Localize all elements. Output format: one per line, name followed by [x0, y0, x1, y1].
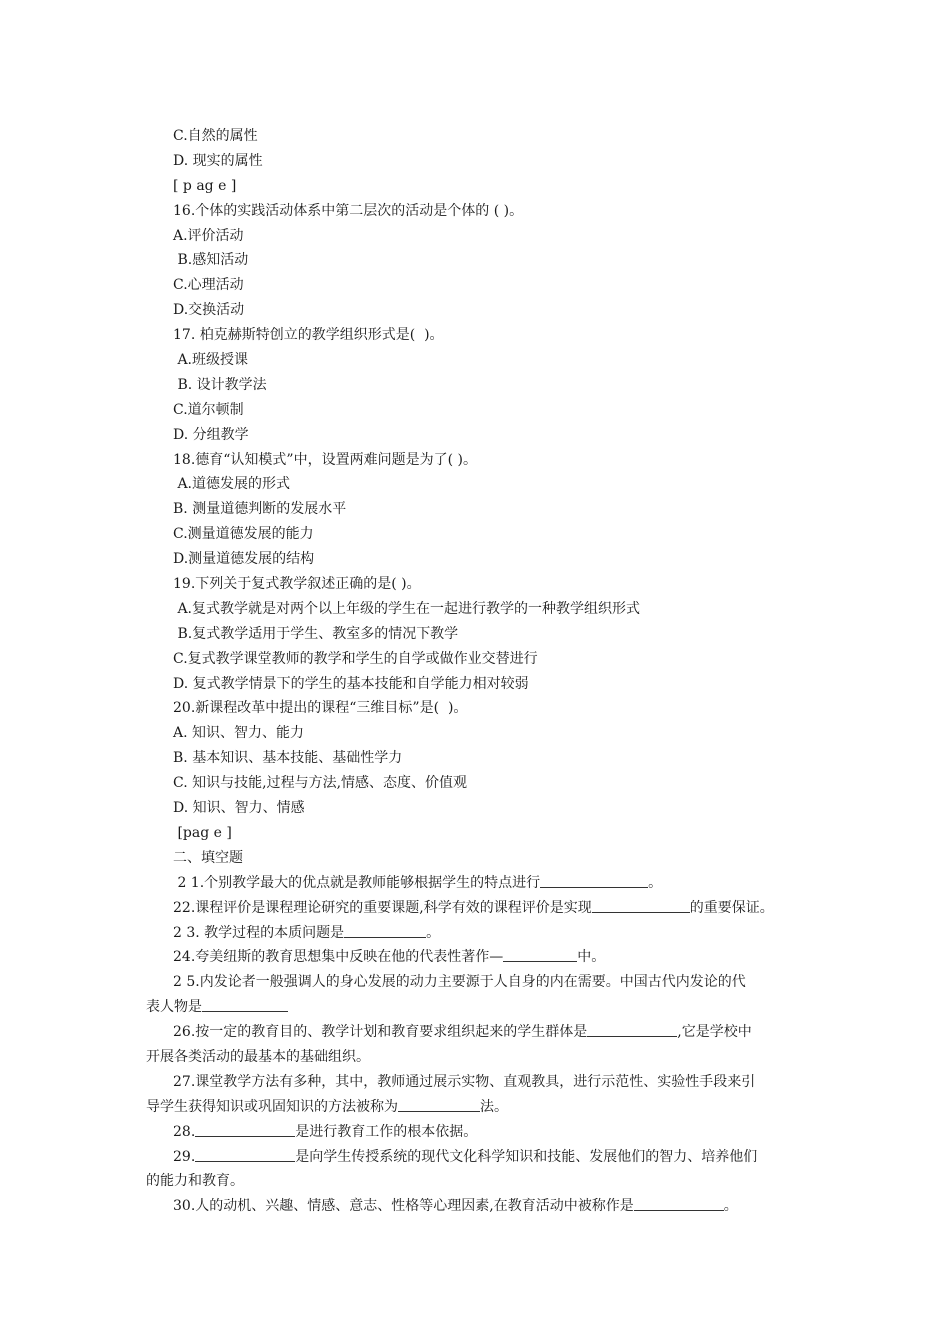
text-line — [146, 572, 826, 597]
line-text: A.班级授课 — [173, 352, 249, 369]
text-line — [146, 1070, 826, 1095]
line-text-after-blank: ,它是学校中 — [677, 1024, 752, 1041]
line-text: C.自然的属性 — [173, 128, 258, 144]
line-text: 18.德育“认知模式”中，设置两难问题是为了( )。 — [173, 451, 477, 468]
line-text: 20.新课程改革中提出的课程“三维目标”是( )。 — [173, 700, 468, 717]
line-text: 表人物是 — [146, 999, 202, 1016]
line-text: 22.课程评价是课程理论研究的重要课题,科学有效的课程评价是实现 — [173, 899, 592, 916]
text-line — [146, 124, 826, 149]
line-text: [ p ag e ] — [173, 177, 237, 194]
line-text: A. 知识、智力、能力 — [173, 725, 305, 742]
line-text: 26.按一定的教育目的、教学计划和教育要求组织起来的学生群体是 — [173, 1024, 588, 1041]
line-text: 二、填空题 — [173, 849, 243, 866]
text-line — [146, 398, 826, 423]
text-line — [146, 647, 826, 672]
text-line — [146, 448, 826, 473]
fill-in-blank — [592, 897, 690, 913]
text-line — [146, 348, 826, 373]
text-line — [146, 771, 826, 796]
line-text: B. 基本知识、基本技能、基础性学力 — [173, 750, 403, 767]
fill-in-blank — [195, 1121, 295, 1137]
fill-in-blank — [195, 1146, 295, 1162]
line-text: 2 1.个别教学最大的优点就是教师能够根据学生的特点进行 — [173, 874, 541, 891]
line-text: B. 设计教学法 — [173, 376, 267, 393]
text-line — [146, 796, 826, 821]
line-text: 2 3. 教学过程的本质问题是 — [173, 924, 345, 941]
text-line — [146, 1020, 826, 1045]
line-text: D.测量道德发展的结构 — [173, 551, 315, 568]
fill-in-blank — [634, 1195, 724, 1211]
text-line — [146, 696, 826, 721]
line-text: C.道尔顿制 — [173, 401, 244, 418]
text-line — [146, 547, 826, 572]
line-text-after-blank: 。 — [723, 1198, 738, 1215]
text-line — [146, 995, 826, 1020]
line-text: 2 5.内发论者一般强调人的身心发展的动力主要源于人自身的内在需要。中国古代内发论的代 — [173, 974, 746, 991]
text-line — [146, 597, 826, 622]
line-text-after-blank: 中。 — [577, 949, 606, 966]
text-line — [146, 497, 826, 522]
line-text: A.评价活动 — [173, 227, 244, 244]
line-text: 29. — [173, 1148, 196, 1165]
line-text: 16.个体的实践活动体系中第二层次的活动是个体的 ( )。 — [173, 202, 524, 219]
text-line — [146, 423, 826, 448]
text-line — [146, 1045, 826, 1070]
text-line — [146, 672, 826, 697]
line-text: 导学生获得知识或巩固知识的方法被称为 — [146, 1098, 398, 1115]
text-line — [146, 199, 826, 224]
text-line — [146, 472, 826, 497]
fill-in-blank — [587, 1021, 677, 1037]
text-line — [146, 1120, 826, 1145]
text-line — [146, 174, 826, 199]
text-line — [146, 1169, 826, 1194]
line-text: A.道德发展的形式 — [173, 476, 291, 493]
line-text-after-blank: 。 — [426, 924, 441, 941]
line-text: D. 知识、智力、情感 — [173, 800, 305, 817]
line-text: D. 现实的属性 — [173, 152, 263, 169]
line-text: B.复式教学适用于学生、教室多的情况下教学 — [173, 625, 459, 642]
line-text: B. 测量道德判断的发展水平 — [173, 501, 347, 518]
line-text-after-blank: 法。 — [480, 1098, 508, 1115]
line-text-after-blank: 是向学生传授系统的现代文化科学知识和技能、发展他们的智力、培养他们 — [295, 1148, 758, 1165]
text-line — [146, 323, 826, 348]
line-text: 19.下列关于复式教学叙述正确的是( )。 — [173, 576, 421, 593]
text-line — [146, 224, 826, 249]
text-line — [146, 373, 826, 398]
text-line — [146, 248, 826, 273]
fill-in-blank — [503, 946, 577, 962]
text-line — [146, 970, 826, 995]
line-text-after-blank: 。 — [648, 874, 663, 891]
text-line — [146, 945, 826, 970]
line-text-after-blank: 的重要保证。 — [689, 899, 774, 916]
line-text: C.复式教学课堂教师的教学和学生的自学或做作业交替进行 — [173, 650, 538, 667]
text-line — [146, 1194, 826, 1219]
fill-in-blank — [202, 996, 288, 1012]
line-text: 17. 柏克赫斯特创立的教学组织形式是( )。 — [173, 327, 444, 344]
text-line — [146, 522, 826, 547]
line-text: C. 知识与技能,过程与方法,情感、态度、价值观 — [173, 775, 468, 792]
line-text: [pag e ] — [173, 824, 232, 841]
question-list — [146, 124, 826, 1219]
line-text: 24.夸美纽斯的教育思想集中反映在他的代表性著作— — [173, 949, 504, 966]
text-line — [146, 721, 826, 746]
line-text: C.心理活动 — [173, 277, 244, 294]
line-text: 30.人的动机、兴趣、情感、意志、性格等心理因素,在教育活动中被称作是 — [173, 1198, 634, 1215]
text-line — [146, 298, 826, 323]
line-text: 27.课堂教学方法有多种，其中，教师通过展示实物、直观教具，进行示范性、实验性手段来引 — [173, 1073, 756, 1090]
text-line — [146, 846, 826, 871]
text-line — [146, 746, 826, 771]
line-text-after-blank: 是进行教育工作的根本依据。 — [295, 1123, 478, 1140]
text-line — [146, 821, 826, 846]
text-line — [146, 896, 826, 921]
line-text: D. 分组教学 — [173, 426, 249, 443]
line-text: A.复式教学就是对两个以上年级的学生在一起进行教学的一种教学组织形式 — [173, 600, 641, 617]
line-text: D. 复式教学情景下的学生的基本技能和自学能力相对较弱 — [173, 675, 529, 692]
line-text: C.测量道德发展的能力 — [173, 526, 314, 543]
fill-in-blank — [398, 1096, 480, 1112]
text-line — [146, 149, 826, 174]
line-text: B.感知活动 — [173, 252, 249, 269]
text-line — [146, 622, 826, 647]
line-text: D.交换活动 — [173, 302, 245, 319]
line-text: 的能力和教育。 — [146, 1173, 244, 1190]
text-line — [146, 273, 826, 298]
text-line — [146, 1145, 826, 1170]
line-text: 开展各类活动的最基本的基础组织。 — [146, 1048, 370, 1065]
fill-in-blank — [344, 922, 426, 938]
line-text: 28. — [173, 1123, 196, 1140]
text-line — [146, 921, 826, 946]
text-line — [146, 871, 826, 896]
text-line — [146, 1095, 826, 1120]
fill-in-blank — [540, 872, 648, 888]
